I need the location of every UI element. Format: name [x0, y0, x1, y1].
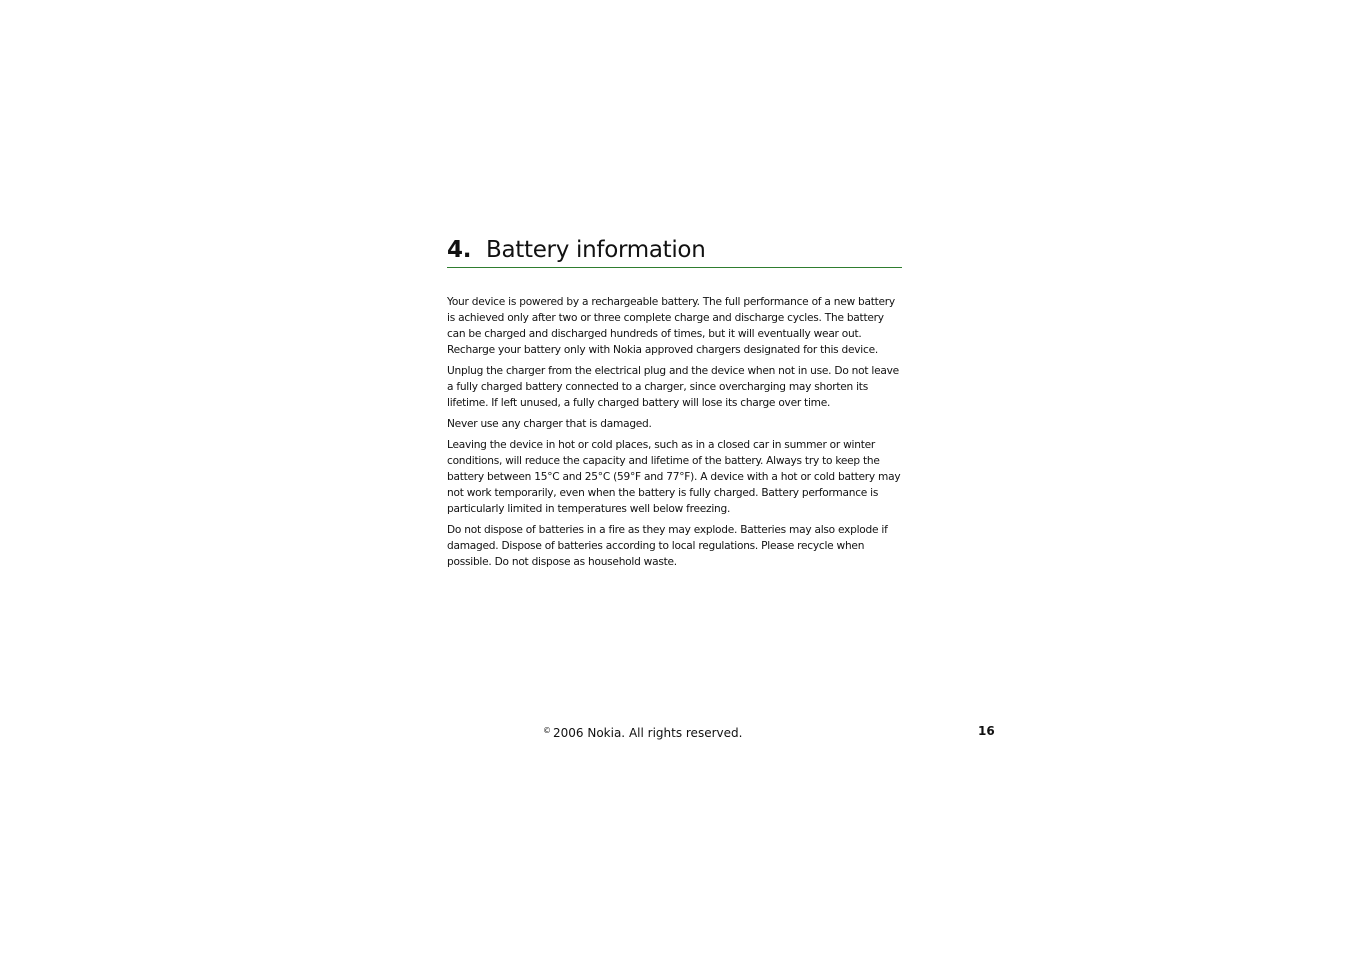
paragraph: Your device is powered by a rechargeable battery. The full performance of a new battery is achieved only after two or three complete charge and discharge cycles. The battery can be charged and discharged hundreds of times, but it will eventually wear out. Recharge your battery only with Nokia approved chargers designated for this device. [447, 296, 895, 356]
paragraph: Unplug the charger from the electrical plug and the device when not in use. Do not leave a fully charged battery connected to a charger, since overcharging may shorten its lifetime. If left unused, a fully charged battery will lose its charge over time. [447, 365, 899, 409]
copyright-text: 2006 Nokia. All rights reserved. [553, 726, 743, 740]
section-number: 4. [447, 236, 472, 263]
footer-copyright [543, 723, 742, 741]
paragraph: Never use any charger that is damaged. [447, 418, 652, 430]
body-text [447, 294, 903, 575]
copyright-symbol: © [543, 726, 551, 735]
page-number: 16 [978, 724, 995, 738]
paragraph: Leaving the device in hot or cold places, such as in a closed car in summer or winter conditions, will reduce the capacity and lifetime of the battery. Always try to keep the battery between 15°C and 25°C (59°F and 77°F). A device with a hot or cold battery may not work temporarily, even when the battery is fully charged. Battery performance is particularly limited in temperatures well below freezing. [447, 439, 901, 515]
section-heading [447, 232, 902, 268]
section-title: Battery information [486, 236, 706, 263]
paragraph: Do not dispose of batteries in a fire as they may explode. Batteries may also explode if damaged. Dispose of batteries according to local regulations. Please recycle when possible. Do not dispose as household waste. [447, 524, 888, 568]
